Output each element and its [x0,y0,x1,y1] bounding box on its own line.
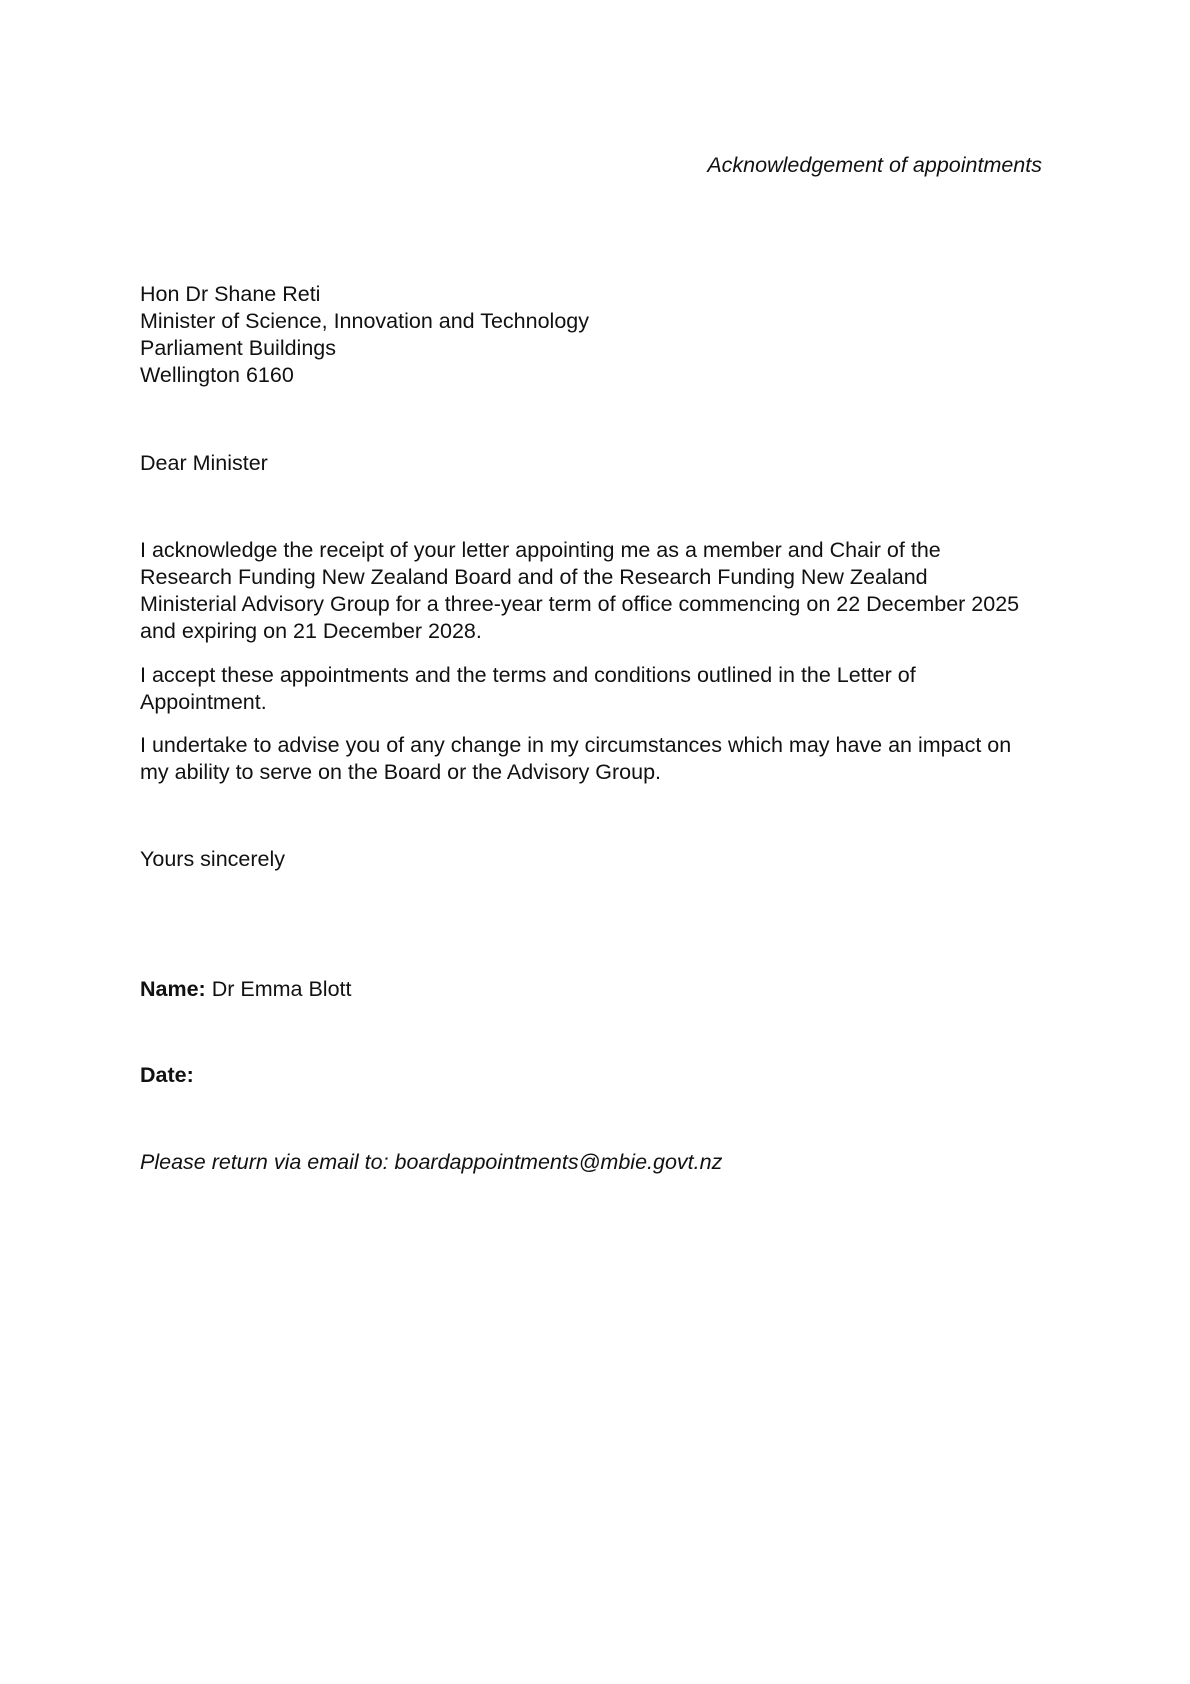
address-line: Parliament Buildings [140,336,336,360]
paragraph-undertaking [140,732,1011,786]
return-note: Please return via email to: boardappointments@mbie.govt.nz [140,1150,723,1174]
paragraph-line: I acknowledge the receipt of your letter appointing me as a member and Chair of the [140,538,941,562]
paragraph-line: I accept these appointments and the terms and conditions outlined in the Letter of [140,663,916,687]
closing: Yours sincerely [140,847,285,871]
paragraph-acknowledgement [140,537,1019,645]
address-line: Minister of Science, Innovation and Technology [140,309,589,333]
address-line: Hon Dr Shane Reti [140,282,321,306]
paragraph-line: Research Funding New Zealand Board and of the Research Funding New Zealand [140,565,928,589]
address-line: Wellington 6160 [140,363,294,387]
paragraph-acceptance [140,662,916,716]
name-field [140,976,351,1003]
date-label: Date: [140,1063,194,1087]
salutation: Dear Minister [140,451,268,475]
document-header: Acknowledgement of appointments [707,153,1042,177]
name-value: Dr Emma Blott [211,977,352,1001]
recipient-address [140,281,589,389]
paragraph-line: my ability to serve on the Board or the Advisory Group. [140,760,662,784]
name-label: Name: [140,977,206,1001]
paragraph-line: Appointment. [140,690,267,714]
paragraph-line: Ministerial Advisory Group for a three-year term of office commencing on 22 December 2025 [140,592,1020,616]
date-field [140,1062,194,1089]
paragraph-line: I undertake to advise you of any change in my circumstances which may have an impact on [140,733,1012,757]
paragraph-line: and expiring on 21 December 2028. [140,619,482,643]
